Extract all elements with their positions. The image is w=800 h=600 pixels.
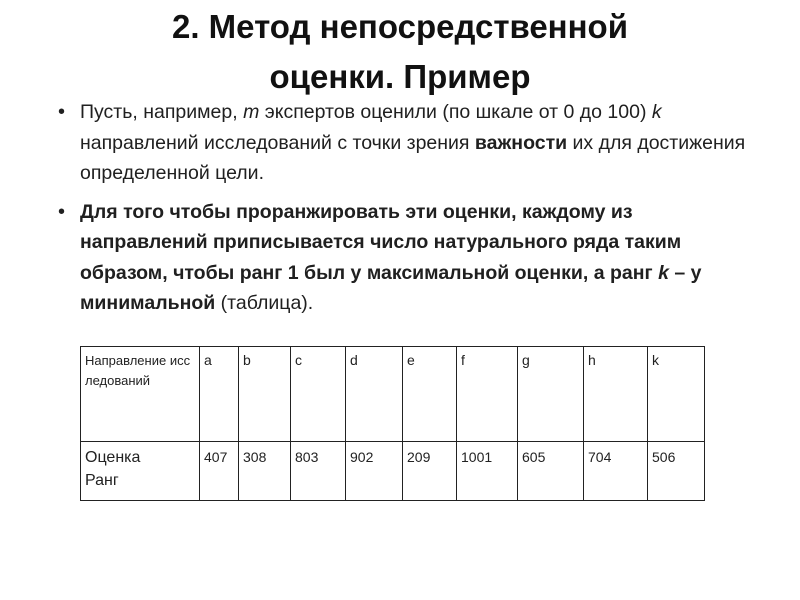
header-label-cell — [81, 347, 200, 442]
header-label: Направление исследований — [85, 353, 191, 388]
bullet2-part3: (таблица). — [215, 292, 314, 314]
header-e: e — [407, 352, 415, 368]
ranking-table-wrap — [80, 346, 705, 501]
rank-h: 4 — [603, 449, 612, 465]
header-cell-f — [457, 347, 518, 442]
title-line-1: 2. Метод непосредственной — [171, 8, 628, 45]
header-cell-e — [403, 347, 457, 442]
header-g: g — [522, 352, 530, 368]
score-h: 70 — [588, 449, 604, 465]
value-cell-g — [518, 442, 584, 501]
bullet1-bold-word: важности — [474, 131, 568, 154]
value-cell-f — [457, 442, 518, 501]
rank-c: 3 — [310, 449, 319, 465]
bullet-item-2 — [58, 197, 758, 319]
rank-a: 7 — [219, 449, 228, 465]
score-c: 80 — [295, 449, 311, 465]
bullet2-part2: – у минимальной — [80, 261, 702, 314]
title-line-2: оценки. Пример — [269, 58, 531, 95]
bullet2-part1: Для того чтобы проранжировать эти оценки, каждому из направлений приписывается число натурального ряда таким образом, чтобы ранг 1 был у максимальной оценки, а ранг — [80, 200, 682, 284]
score-f: 100 — [461, 449, 485, 465]
header-cell-d — [346, 347, 403, 442]
bullet-dot-icon: • — [58, 101, 66, 123]
score-e: 20 — [407, 449, 423, 465]
value-cell-k — [648, 442, 705, 501]
slide-title — [40, 2, 760, 102]
value-cell-e — [403, 442, 457, 501]
ranking-table — [80, 346, 705, 501]
table-header-row — [81, 347, 705, 442]
bullet-item-1 — [58, 97, 758, 189]
header-cell-c — [291, 347, 346, 442]
bullet2-var-k: k — [658, 261, 669, 284]
rank-b: 8 — [258, 449, 267, 465]
value-cell-h — [584, 442, 648, 501]
rank-e: 9 — [422, 449, 431, 465]
row-label-rank: Ранг — [85, 472, 119, 489]
score-b: 30 — [243, 449, 259, 465]
value-cell-b — [239, 442, 291, 501]
bullet1-var-m: m — [243, 101, 260, 123]
header-cell-g — [518, 347, 584, 442]
value-cell-d — [346, 442, 403, 501]
bullet1-var-k: k — [651, 101, 662, 123]
score-a: 40 — [204, 449, 220, 465]
header-c: c — [295, 352, 302, 368]
score-g: 60 — [522, 449, 538, 465]
header-b: b — [243, 352, 251, 368]
header-h: h — [588, 352, 596, 368]
header-cell-h — [584, 347, 648, 442]
header-cell-b — [239, 347, 291, 442]
score-k: 50 — [652, 449, 668, 465]
rank-g: 5 — [537, 449, 546, 465]
header-cell-k — [648, 347, 705, 442]
rank-f: 1 — [484, 449, 493, 465]
bullet-text-2 — [80, 201, 701, 315]
row-label-cell — [81, 442, 200, 501]
header-cell-a — [200, 347, 239, 442]
bullet1-part1: Пусть, например, — [80, 101, 244, 123]
bullet1-part2: экспертов оценили (по шкале от 0 до 100) — [259, 101, 652, 123]
rank-k: 6 — [667, 449, 676, 465]
header-f: f — [461, 352, 465, 368]
header-k: k — [652, 352, 659, 368]
value-cell-c — [291, 442, 346, 501]
header-d: d — [350, 352, 358, 368]
bullet1-part3: направлений исследований с точки зрения — [80, 131, 475, 154]
bullet1-part4: их для достижения определенной цели. — [80, 131, 746, 184]
bullet-text-1 — [80, 101, 745, 184]
bullet-dot-icon: • — [58, 200, 66, 223]
row-label-score: Оценка — [85, 449, 141, 466]
score-d: 90 — [350, 449, 366, 465]
value-cell-a — [200, 442, 239, 501]
rank-d: 2 — [365, 449, 374, 465]
header-a: a — [204, 352, 212, 368]
table-value-row — [81, 442, 705, 501]
bullet-list — [58, 97, 758, 319]
